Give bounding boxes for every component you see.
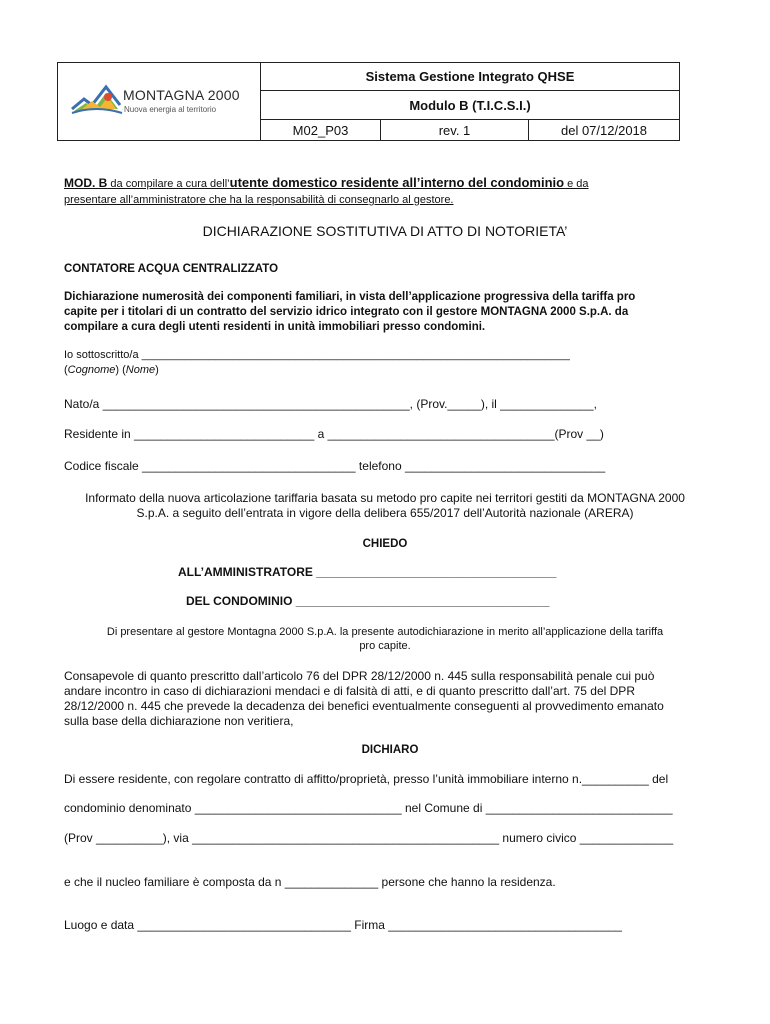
document-code: M02_P03	[261, 120, 381, 140]
codice-fiscale-field[interactable]: Codice fiscale ________________________________ telefono ______________________________	[64, 459, 606, 473]
informato-line-1: Informato della nuova articolazione tariffaria basata su metodo pro capite nei territori gestiti da MONTAGNA 2000	[85, 491, 685, 505]
condominio-field[interactable]: DEL CONDOMINIO ______________________________________	[186, 594, 550, 608]
prov-via-field[interactable]: (Prov __________), via ______________________________________________ numero civico ______________	[64, 831, 674, 845]
residenza-unita-field[interactable]: Di essere residente, con regolare contratto di affitto/proprietà, presso l’unità immobiliare interno n.__________ del	[64, 772, 669, 786]
document-header	[57, 62, 680, 141]
consapevole-line-4: sulla base della dichiarazione non veritiera,	[64, 714, 294, 728]
luogo-data-firma-field[interactable]: Luogo e data ________________________________ Firma ___________________________________	[64, 918, 622, 932]
logo-cell	[58, 63, 261, 140]
montagna-logo-icon	[70, 79, 124, 123]
amministratore-field[interactable]: ALL’AMMINISTRATORE ____________________________________	[178, 565, 557, 579]
consapevole-line-3: 28/12/2000 n. 445 che prevede la decadenza dei benefici eventualmente conseguenti al provvedimento emanato	[64, 699, 664, 713]
dichiaro-heading: DICHIARO	[361, 744, 419, 756]
declaration-line-1: Dichiarazione numerosità dei componenti familiari, in vista dell’applicazione progressiva della tariffa pro	[64, 291, 636, 303]
presentare-line-1: Di presentare al gestore Montagna 2000 S.p.A. la presente autodichiarazione in merito all’applicazione della tariffa	[106, 626, 664, 638]
logo-name: MONTAGNA 2000	[123, 87, 240, 103]
cognome-label: Cognome	[67, 364, 116, 376]
intro-line-2: presentare all’amministratore che ha la responsabilità di consegnarlo al gestore.	[64, 194, 454, 206]
nucleo-familiare-field[interactable]: e che il nucleo familiare è composta da n ______________ persone che hanno la residenza.	[64, 875, 556, 889]
nato-field[interactable]: Nato/a ______________________________________________, (Prov._____), il ______________,	[64, 397, 597, 411]
declaration-line-2: capite per i titolari di un contratto del servizio idrico integrato con il gestore MONTAGNA 2000 S.p.A. da	[64, 306, 629, 318]
nome-label: Nome	[125, 364, 156, 376]
condominio-denominato-field[interactable]: condominio denominato _______________________________ nel Comune di ____________________________	[64, 801, 673, 815]
cognome-open: (	[64, 364, 68, 376]
declaration-line-3: compilare a cura degli utenti residenti in unità immobiliari presso condomini.	[64, 321, 486, 333]
intro-highlight: utente domestico residente all’interno del condominio	[229, 175, 565, 190]
consapevole-line-2: andare incontro in caso di dichiarazioni mendaci e di falsità di atti, e di quanto prescritto dall’art. 75 del DPR	[64, 684, 635, 698]
intro-part1: da compilare a cura dell’	[107, 178, 230, 190]
module-title: Modulo B (T.I.C.S.I.)	[261, 91, 679, 120]
intro-prefix: MOD. B	[64, 176, 108, 190]
intro-line-1	[64, 175, 589, 192]
cognome-nome-hint	[64, 363, 159, 378]
nome-close: )	[155, 364, 159, 376]
chiedo-heading: CHIEDO	[362, 538, 408, 550]
intro-part2: e da	[564, 178, 589, 190]
residente-field[interactable]: Residente in ___________________________ a __________________________________(Prov __)	[64, 427, 604, 441]
logo-tagline: Nuova energia al territorio	[124, 105, 217, 114]
presentare-line-2: pro capite.	[359, 640, 411, 652]
informato-line-2: S.p.A. a seguito dell’entrata in vigore della delibera 655/2017 dell’Autorità nazionale (ARERA)	[136, 506, 634, 520]
page-title: DICHIARAZIONE SOSTITUTIVA DI ATTO DI NOTORIETA’	[202, 223, 568, 239]
document-revision: rev. 1	[381, 120, 529, 140]
consapevole-line-1: Consapevole di quanto prescritto dall’articolo 76 del DPR 28/12/2000 n. 445 sulla responsabilità penale cui può	[64, 669, 655, 683]
document-date: del 07/12/2018	[560, 122, 648, 138]
document-meta-row	[261, 120, 679, 140]
sottoscritto-field[interactable]: Io sottoscritto/a ______________________________________________________________________	[64, 349, 570, 361]
system-title: Sistema Gestione Integrato QHSE	[261, 63, 679, 91]
cognome-nome-mid: ) (	[115, 364, 126, 376]
section-heading: CONTATORE ACQUA CENTRALIZZATO	[64, 263, 279, 275]
